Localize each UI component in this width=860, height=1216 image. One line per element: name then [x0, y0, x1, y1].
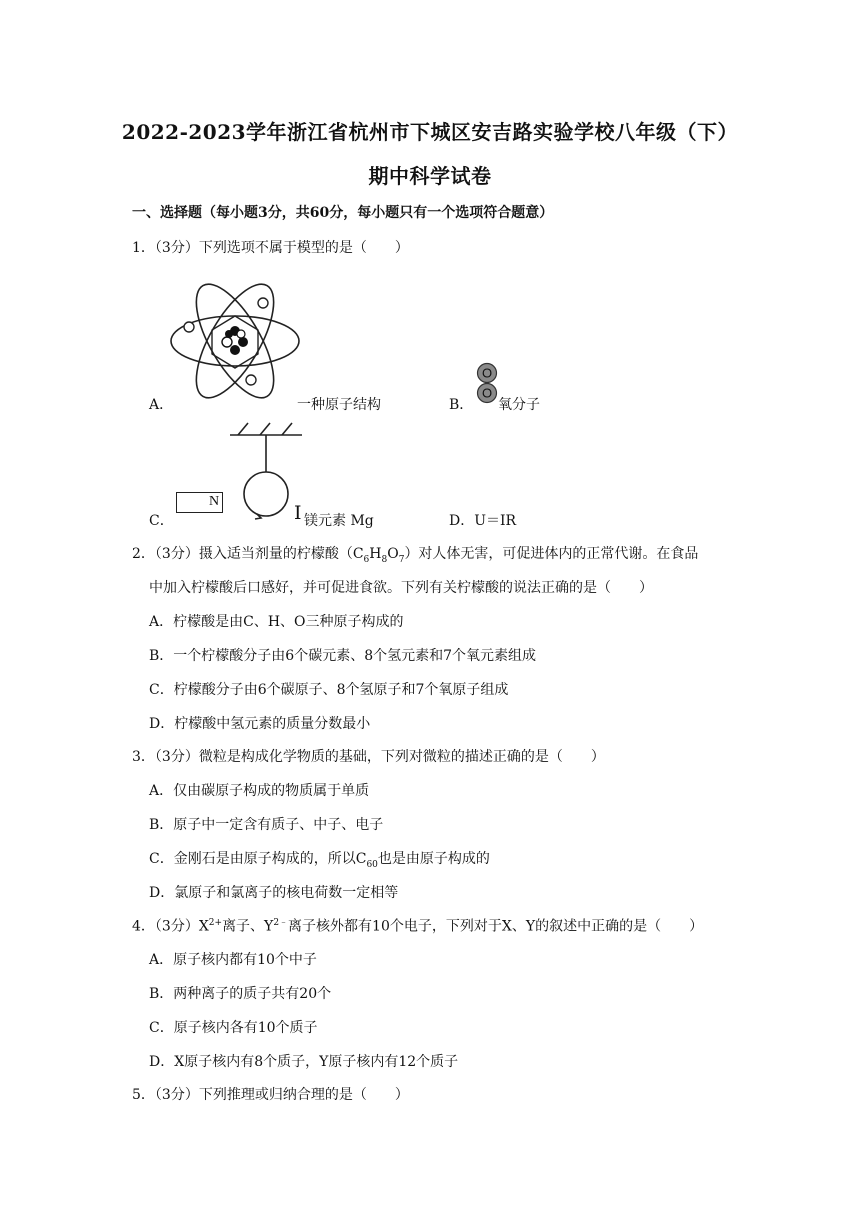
- bar-magnet: [176, 492, 223, 513]
- q1-option-c-letter: C．: [149, 513, 174, 529]
- c60-subscript: 60: [366, 859, 378, 870]
- q3-option-c-part1: C．金刚石是由原子构成的，所以C: [149, 851, 367, 867]
- y-ion-charge: 2﹣: [273, 918, 289, 928]
- q4-option-b: B．两种离子的质子共有20个: [149, 986, 332, 1002]
- q4-stem-part1: 4．（3分）X: [132, 918, 209, 935]
- q2-stem-line1: [132, 543, 698, 565]
- atom-structure-figure: [168, 272, 302, 410]
- q3-option-d: D．氯原子和氯离子的核电荷数一定相等: [149, 885, 399, 901]
- q3-option-c-part2: 也是由原子构成的: [377, 851, 490, 867]
- q1-option-c-text: 镁元素 Mg: [304, 513, 374, 529]
- q4-option-c: C．原子核内各有10个质子: [149, 1020, 318, 1036]
- current-label: I: [294, 502, 302, 524]
- q5-stem: 5．（3分）下列推理或归纳合理的是（ ）: [132, 1087, 409, 1103]
- q2-stem-part2: ）对人体无害，可促进体内的正常代谢。在食品: [404, 546, 699, 562]
- q1-option-b-text: 氧分子: [498, 397, 540, 413]
- q2-stem-part1: 2．（3分）摄入适当剂量的柠檬酸（C: [132, 546, 364, 562]
- q3-option-c: [149, 848, 490, 870]
- oxygen-atom-label-bottom: O: [481, 385, 493, 401]
- q2-option-a: A．柠檬酸是由C、H、O三种原子构成的: [149, 614, 404, 630]
- q2-stem-line2: 中加入柠檬酸后口感好，并可促进食欲。下列有关柠檬酸的说法正确的是（ ）: [149, 580, 653, 596]
- formula-o: O: [387, 546, 399, 562]
- q4-stem-part3: 离子核外都有10个电子，下列对于X、Y的叙述中正确的是（ ）: [288, 918, 704, 935]
- magnet-north-label: N: [209, 494, 220, 509]
- q3-option-b: B．原子中一定含有质子、中子、电子: [149, 817, 384, 833]
- exam-title-line1: 2022-2023学年浙江省杭州市下城区安吉路实验学校八年级（下）: [121, 120, 739, 144]
- q3-option-a: A．仅由碳原子构成的物质属于单质: [149, 783, 370, 799]
- exam-title-line2: 期中科学试卷: [368, 164, 492, 188]
- q4-option-d: D．X原子核内有8个质子，Y原子核内有12个质子: [149, 1054, 459, 1070]
- oxygen-molecule-figure: [476, 362, 498, 404]
- magnet-pendulum-figure: [228, 420, 304, 528]
- q2-option-b: B．一个柠檬酸分子由6个碳元素、8个氢元素和7个氧元素组成: [149, 648, 537, 664]
- formula-h: H: [369, 546, 382, 562]
- formula-c-count: 6: [363, 554, 370, 565]
- q1-option-b-letter: B．: [449, 397, 474, 413]
- section-heading: 一、选择题（每小题3分，共60分，每小题只有一个选项符合题意）: [132, 205, 554, 221]
- q2-option-c: C．柠檬酸分子由6个碳原子、8个氢原子和7个氧原子组成: [149, 682, 509, 698]
- q1-option-a-text: 一种原子结构: [297, 397, 381, 413]
- q1-stem: 1．（3分）下列选项不属于模型的是（ ）: [132, 240, 409, 256]
- formula-h-count: 8: [381, 554, 388, 565]
- x-ion-charge: 2+: [208, 918, 223, 928]
- oxygen-atom-label-top: O: [481, 365, 493, 381]
- q1-option-d: D．U＝IR: [449, 513, 517, 529]
- q4-stem: [132, 915, 703, 936]
- q3-stem: 3．（3分）微粒是构成化学物质的基础，下列对微粒的描述正确的是（ ）: [132, 749, 605, 765]
- formula-o-count: 7: [398, 554, 405, 565]
- q4-stem-part2: 离子、Y: [222, 918, 274, 935]
- q2-option-d: D．柠檬酸中氢元素的质量分数最小: [149, 716, 371, 732]
- q4-option-a: A．原子核内都有10个中子: [149, 952, 317, 968]
- q1-option-a-letter: A．: [149, 397, 174, 413]
